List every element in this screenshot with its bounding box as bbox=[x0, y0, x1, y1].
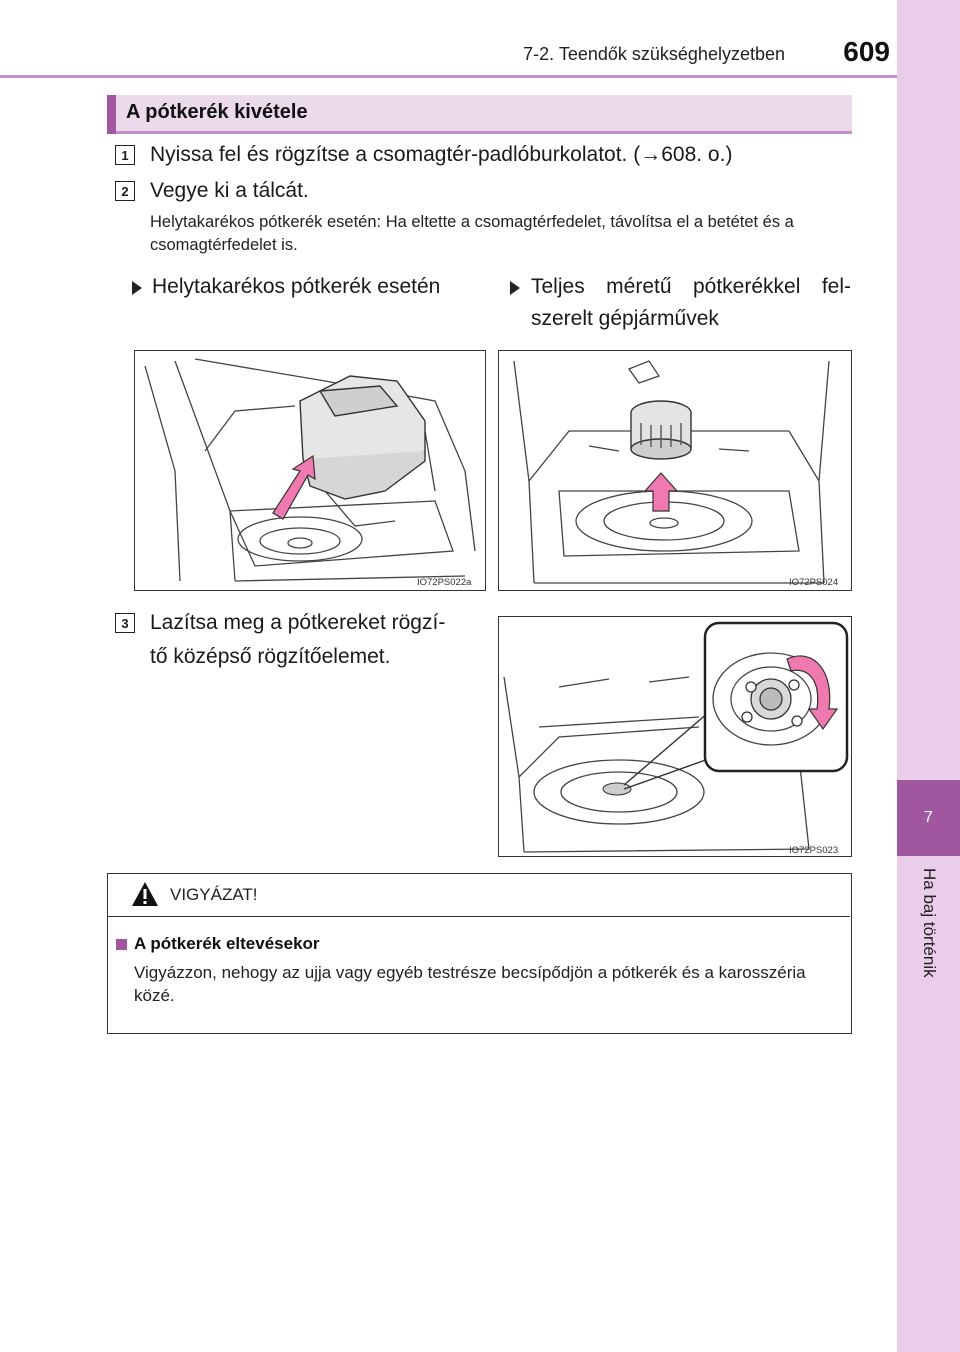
warning-triangle-icon bbox=[130, 880, 160, 908]
variant-right-label-line2: szerelt gépjárművek bbox=[531, 307, 719, 330]
caution-bullet-square bbox=[116, 939, 127, 950]
illustration-loosen-fastener bbox=[498, 616, 852, 857]
variant-left-label: Helytakarékos pótkerék esetén bbox=[152, 275, 441, 298]
section-accent bbox=[107, 95, 116, 134]
step-number-1: 1 bbox=[115, 145, 135, 165]
step-number-2: 2 bbox=[115, 181, 135, 201]
chapter-label-text: Ha baj történik bbox=[919, 868, 939, 978]
caution-text: Vigyázzon, nehogy az ujja vagy egyéb testrésze becsípődjön a pótkerék és a karosszéria közé. bbox=[134, 963, 806, 1005]
step-number-3: 3 bbox=[115, 613, 135, 633]
bullet-arrow-icon bbox=[510, 281, 520, 295]
illustration-compact-spare bbox=[134, 350, 486, 591]
figure-code-left: IO72PS022a bbox=[417, 577, 472, 588]
chapter-label bbox=[897, 868, 960, 1018]
variant-right-label-line1: Teljes méretű pótkerékkel fel- bbox=[531, 275, 851, 298]
section-title-bar bbox=[107, 95, 852, 134]
step-3-text-line1: Lazítsa meg a pótkereket rögzí- bbox=[150, 611, 446, 634]
trunk-compact-drawing bbox=[135, 351, 486, 591]
running-header-title: 7-2. Teendők szükséghelyzetben bbox=[523, 44, 785, 64]
header-rule bbox=[0, 75, 897, 78]
illustration-full-size-spare bbox=[498, 350, 852, 591]
step-2-text: Vegye ki a tálcát. bbox=[150, 179, 309, 202]
step-1-text: Nyissa fel és rögzítse a csomagtér-padlóburkolatot. (→608. o.) bbox=[150, 143, 733, 166]
section-title: A pótkerék kivétele bbox=[126, 101, 308, 123]
figure-code-right: IO72PS024 bbox=[789, 577, 839, 588]
caution-header bbox=[108, 874, 850, 917]
caution-subtitle: A pótkerék eltevésekor bbox=[134, 934, 320, 953]
figure-code-step3: IO72PS023 bbox=[789, 845, 839, 856]
fastener-drawing bbox=[499, 617, 852, 857]
step-3-text-line2: tő középső rögzítőelemet. bbox=[150, 645, 391, 668]
chapter-sidebar bbox=[897, 0, 960, 1352]
caution-title: VIGYÁZAT! bbox=[170, 885, 258, 904]
caution-box bbox=[107, 873, 852, 1034]
step-2-note: Helytakarékos pótkerék esetén: Ha eltette a csomagtérfedelet, távolítsa el a betétet és a csomagtérfedelet is. bbox=[150, 213, 794, 254]
bullet-arrow-icon bbox=[132, 281, 142, 295]
trunk-fullsize-drawing bbox=[499, 351, 852, 591]
chapter-number-tab[interactable]: 7 bbox=[897, 780, 960, 856]
page-number: 609 bbox=[843, 36, 890, 67]
